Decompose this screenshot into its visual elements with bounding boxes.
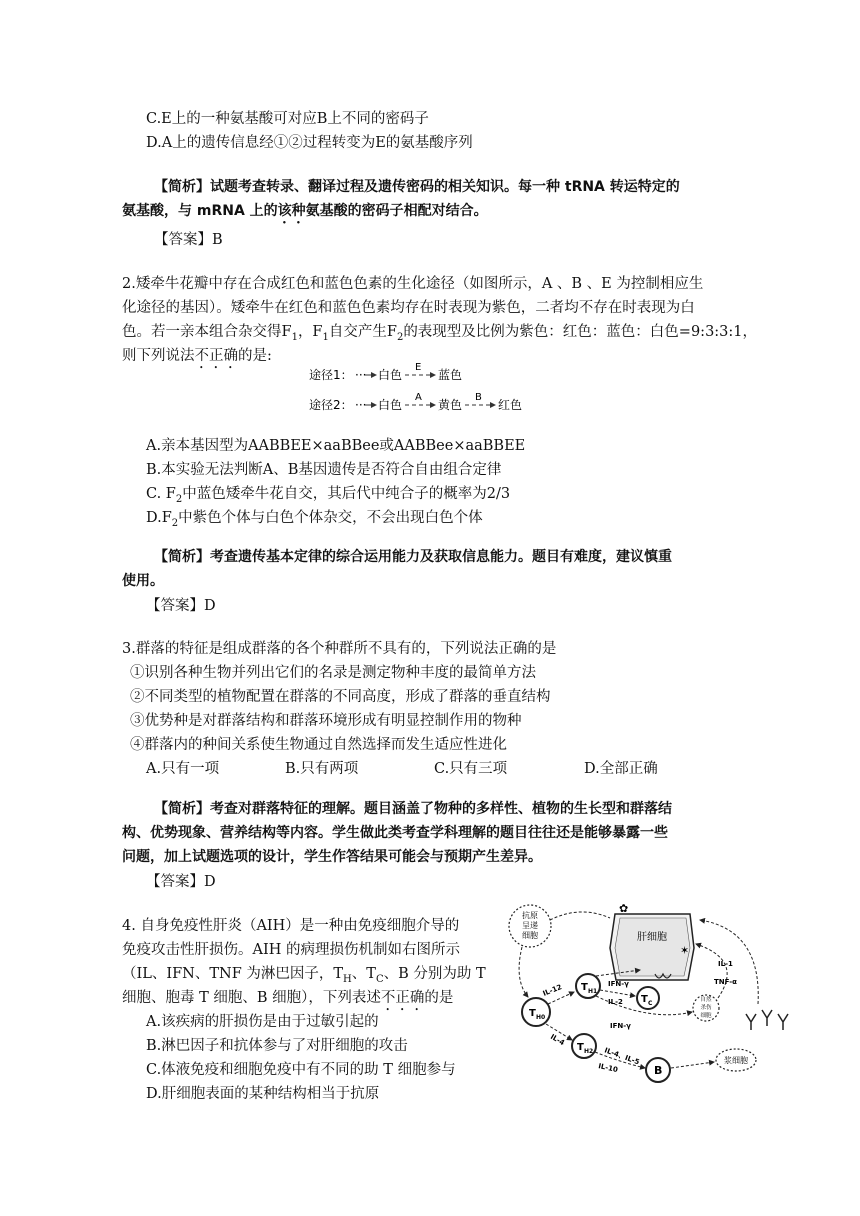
- b-cell-label: B: [654, 1064, 663, 1077]
- q1-option-c: C.E上的一种氨基酸可对应B上不同的密码子: [146, 111, 429, 127]
- subscript: C: [375, 973, 384, 985]
- q4-stem-line3: [122, 962, 486, 985]
- tnf-alpha-label: TNF-α: [714, 978, 737, 986]
- pathway2-mid: 黄色: [438, 398, 463, 412]
- apc-label-1: 抗原: [522, 911, 538, 920]
- q1-analysis-text: 氨基酸，与 mRNA 上的: [122, 203, 278, 219]
- th1-label: T: [581, 982, 588, 993]
- apc-label-3: 细胞: [522, 931, 538, 940]
- il4-label: IL-4: [549, 1032, 566, 1048]
- q3-option-b: B.只有两项: [285, 761, 359, 777]
- th2-cell: [572, 1034, 596, 1058]
- q3-statement-1: ①识别各种生物并列出它们的名录是测定物种丰度的最简单方法: [130, 665, 536, 681]
- nk-label-2: 杀伤: [700, 1005, 712, 1011]
- q1-analysis-line2: [122, 200, 488, 227]
- pathway1-end: 蓝色: [438, 368, 463, 382]
- q1-answer: 【答案】B: [154, 232, 223, 248]
- aih-mechanism-diagram: [500, 900, 800, 1100]
- q1-analysis-text-end: 氨基酸的密码子相配对结合。: [305, 203, 488, 219]
- arrow: [600, 990, 635, 996]
- q4-option-d: D.肝细胞表面的某种结构相当于抗原: [146, 1086, 380, 1102]
- q3-option-c: C.只有三项: [434, 761, 508, 777]
- receptor-icon: ✶: [680, 944, 690, 957]
- antibody-icon: [746, 1010, 788, 1030]
- b-cell: [646, 1058, 670, 1082]
- il1-label: IL-1: [718, 960, 733, 968]
- q2-stem-text: 自交产生F: [328, 324, 397, 340]
- il2-label: IL-2: [608, 998, 623, 1006]
- pathway2-end: 红色: [498, 398, 523, 412]
- arrow: [550, 912, 610, 920]
- q2-option-a: A.亲本基因型为AABBEE×aaBBee或AABBee×aaBBEE: [146, 438, 526, 454]
- q2-option-d: [146, 506, 483, 529]
- q2-stem-text: 的是:: [238, 348, 272, 364]
- subscript: 2: [175, 493, 183, 505]
- q2-stem-line1: 2.矮牵牛花瓣中存在合成红色和蓝色色素的生化途径（如图所示，A 、B 、E 为控制相应生: [122, 276, 704, 292]
- q2-stem-emphasis: 不正确: [194, 348, 238, 364]
- q1-option-d: D.A上的遗传信息经①②过程转变为E的氨基酸序列: [146, 135, 473, 151]
- th2-sub: H2: [584, 1048, 594, 1055]
- th1-cell: [576, 974, 600, 998]
- tc-sub: C: [648, 1000, 653, 1007]
- q3-analysis-line1: 【简析】考查对群落特征的理解。题目涵盖了物种的多样性、植物的生长型和群落结: [154, 801, 672, 817]
- q4-stem-line1: 4. 自身免疫性肝炎（AIH）是一种由免疫细胞介导的: [122, 918, 460, 934]
- q2-option-text: C. F: [146, 486, 176, 502]
- q2-stem-text: 则下列说法: [122, 348, 195, 364]
- ifn-gamma-label: IFN-γ: [608, 980, 629, 988]
- il10-label: IL-10: [597, 1062, 619, 1075]
- q4-stem-text: （IL、IFN、TNF 为淋巴因子，T: [122, 966, 344, 982]
- pathway1-dots: ···: [355, 368, 367, 382]
- nk-label-3: 细胞: [700, 1013, 712, 1019]
- nk-cell: [693, 995, 719, 1021]
- q4-stem-emphasis: 不正确: [380, 990, 425, 1006]
- il12-label: IL-12: [541, 983, 564, 998]
- q4-stem-text: 细胞、胞毒 T 细胞、B 细胞），下列表述: [122, 990, 381, 1006]
- q2-pathway-diagram: [305, 360, 545, 418]
- subscript: 2: [396, 331, 404, 343]
- arrow: [519, 947, 528, 997]
- q3-answer: 【答案】D: [146, 874, 216, 890]
- plasma-cell: [716, 1049, 756, 1071]
- q3-analysis-line3: 问题，加上试题选项的设计，学生作答结果可能会与预期产生差异。: [122, 849, 542, 865]
- q2-stem-text: ，F: [297, 324, 323, 340]
- q3-analysis-line2: 构、优势现象、营养结构等内容。学生做此类考查学科理解的题目往往还是能够暴露一些: [122, 825, 668, 841]
- liver-cell-label: 肝细胞: [637, 932, 667, 943]
- pathway1-label: 途径1：: [309, 368, 353, 382]
- q3-statement-4: ④群落内的种间关系使生物通过自然选择而发生适应性进化: [130, 737, 507, 753]
- q4-option-a: A.该疾病的肝损伤是由于过敏引起的: [146, 1014, 379, 1030]
- q4-stem-text: 、B 分别为助 T: [383, 966, 486, 982]
- q1-analysis-emphasis: 该种: [277, 203, 306, 219]
- q2-stem-text: 色。若一亲本组合杂交得F: [122, 324, 292, 340]
- ifn-gamma-label-2: IFN-γ: [610, 1022, 631, 1030]
- subscript: 1: [322, 331, 329, 343]
- q3-stem: 3.群落的特征是组成群落的各个种群所不具有的，下列说法正确的是: [122, 641, 557, 657]
- pathway2-gene2: B: [475, 392, 482, 403]
- q2-stem-text: 的表现型及比例为紫色：红色：蓝色：白色=9:3:3:1，: [403, 324, 758, 340]
- plasma-cell-label: 浆细胞: [724, 1056, 748, 1065]
- apc-label-2: 呈递: [522, 921, 538, 930]
- q4-stem-text: 的是: [424, 990, 454, 1006]
- q2-option-text: 中紫色个体与白色个体杂交，不会出现白色个体: [178, 510, 483, 526]
- q4-option-c: C.体液免疫和细胞免疫中有不同的助 T 细胞参与: [146, 1062, 456, 1078]
- q1-analysis-line1: 【简析】试题考查转录、翻译过程及遗传密码的相关知识。每一种 tRNA 转运特定的: [154, 179, 680, 195]
- q3-statement-3: ③优势种是对群落结构和群落环境形成有明显控制作用的物种: [130, 713, 522, 729]
- th2-label: T: [577, 1042, 584, 1053]
- th1-sub: H1: [588, 988, 598, 995]
- q2-stem-line3: [122, 320, 757, 343]
- subscript: 1: [291, 331, 298, 343]
- liver-cell: [610, 902, 694, 980]
- pathway1-start: 白色: [378, 368, 403, 382]
- q3-option-a: A.只有一项: [146, 761, 220, 777]
- th0-sub: H0: [536, 1014, 546, 1021]
- il4-il5-label: IL-4、IL-5: [603, 1046, 641, 1067]
- pathway2-start: 白色: [378, 398, 403, 412]
- q2-stem-line2: 化途径的基因）。矮牵牛在红色和蓝色色素均存在时表现为紫色，二者均不存在时表现为白: [122, 300, 695, 316]
- q4-stem-text: 、T: [351, 966, 376, 982]
- q2-analysis-line2: 使用。: [122, 573, 164, 589]
- q2-answer: 【答案】D: [146, 598, 216, 614]
- arrow: [696, 944, 727, 998]
- subscript: 2: [171, 517, 179, 529]
- q2-option-text: D.F: [146, 510, 172, 526]
- q3-option-d: D.全部正确: [584, 761, 658, 777]
- q4-stem-line2: 免疫攻击性肝损伤。AIH 的病理损伤机制如右图所示: [122, 942, 460, 958]
- antigen-presenting-cell: [509, 905, 551, 947]
- arrow: [671, 1062, 714, 1068]
- pathway2-gene1: A: [415, 392, 422, 403]
- receptor-icon: ✿: [619, 902, 629, 915]
- q2-option-text: 中蓝色矮牵牛花自交，其后代中纯合子的概率为2/3: [182, 486, 511, 502]
- pathway2-dots: ···: [355, 398, 367, 412]
- tc-label: T: [641, 994, 648, 1005]
- pathway1-gene: E: [415, 362, 422, 373]
- q3-statement-2: ②不同类型的植物配置在群落的不同高度，形成了群落的垂直结构: [130, 689, 551, 705]
- nk-label-1: 自然: [700, 997, 712, 1003]
- subscript: H: [343, 973, 352, 985]
- pathway2-label: 途径2：: [309, 398, 353, 412]
- q2-stem-line4: [122, 344, 272, 372]
- q4-option-b: B.淋巴因子和抗体参与了对肝细胞的攻击: [146, 1038, 408, 1054]
- q2-option-c: [146, 482, 510, 505]
- q2-option-b: B.本实验无法判断A、B基因遗传是否符合自由组合定律: [146, 462, 502, 478]
- th0-label: T: [529, 1008, 536, 1019]
- tc-cell: [637, 987, 659, 1009]
- th0-cell: [522, 998, 550, 1026]
- q2-analysis-line1: 【简析】考查遗传基本定律的综合运用能力及获取信息能力。题目有难度，建议慎重: [154, 549, 672, 565]
